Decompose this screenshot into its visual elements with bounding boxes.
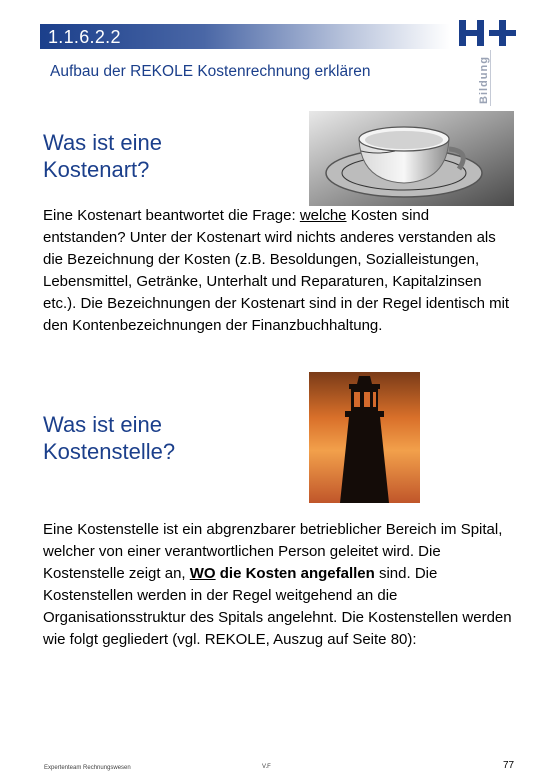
kostenstelle-paragraph: Eine Kostenstelle ist ein abgrenzbarer betrieblicher Bereich im Spital, welcher von einer verantwortlichen Person geleitet wird. Die Kostenstelle zeigt an, WO die Kosten angefallen sind. Die Kostenstellen werden in der Regel weitgehend an die Organisationsstruktur des Spitals angelehnt. Die Kostenstellen werden wie folgt gegliedert (vgl. REKOLE, Auszug auf Seite 80): — [43, 521, 512, 648]
lighthouse-photo — [309, 372, 420, 503]
section-number: 1.1.6.2.2 — [48, 27, 121, 47]
page-number: 77 — [503, 760, 515, 771]
coffee-cup-photo — [309, 111, 514, 206]
kostenart-heading: Was ist eine Kostenart? — [43, 130, 163, 182]
emphasis-wo: WO — [189, 565, 216, 582]
footer-left-text: Expertenteam Rechnungswesen — [44, 765, 131, 771]
emphasis-kosten-angefallen: die Kosten angefallen — [215, 565, 375, 582]
logo-side-label: Bildung — [478, 56, 490, 104]
footer-version: V.F — [262, 764, 271, 770]
kostenstelle-heading: Was ist eine Kostenstelle? — [43, 412, 176, 464]
logo-divider — [490, 50, 491, 106]
page-subtitle: Aufbau der REKOLE Kostenrechnung erklären — [50, 63, 371, 80]
emphasis-welche: welche — [299, 207, 347, 224]
kostenart-paragraph: Eine Kostenart beantwortet die Frage: welche Kosten sind entstanden? Unter der Kostenart wird nichts anderes verstanden als die Bezeichnung der Kosten (z.B. Besoldungen, Sozialleistungen, Lebensmittel, Getränke, Unterhalt und Reparaturen, Kapitalzinsen etc.). Die Bezeichnungen der Kostenart sind in der Regel identisch mit den Kontenbezeichnungen der Finanzbuchhaltung. — [43, 207, 510, 334]
